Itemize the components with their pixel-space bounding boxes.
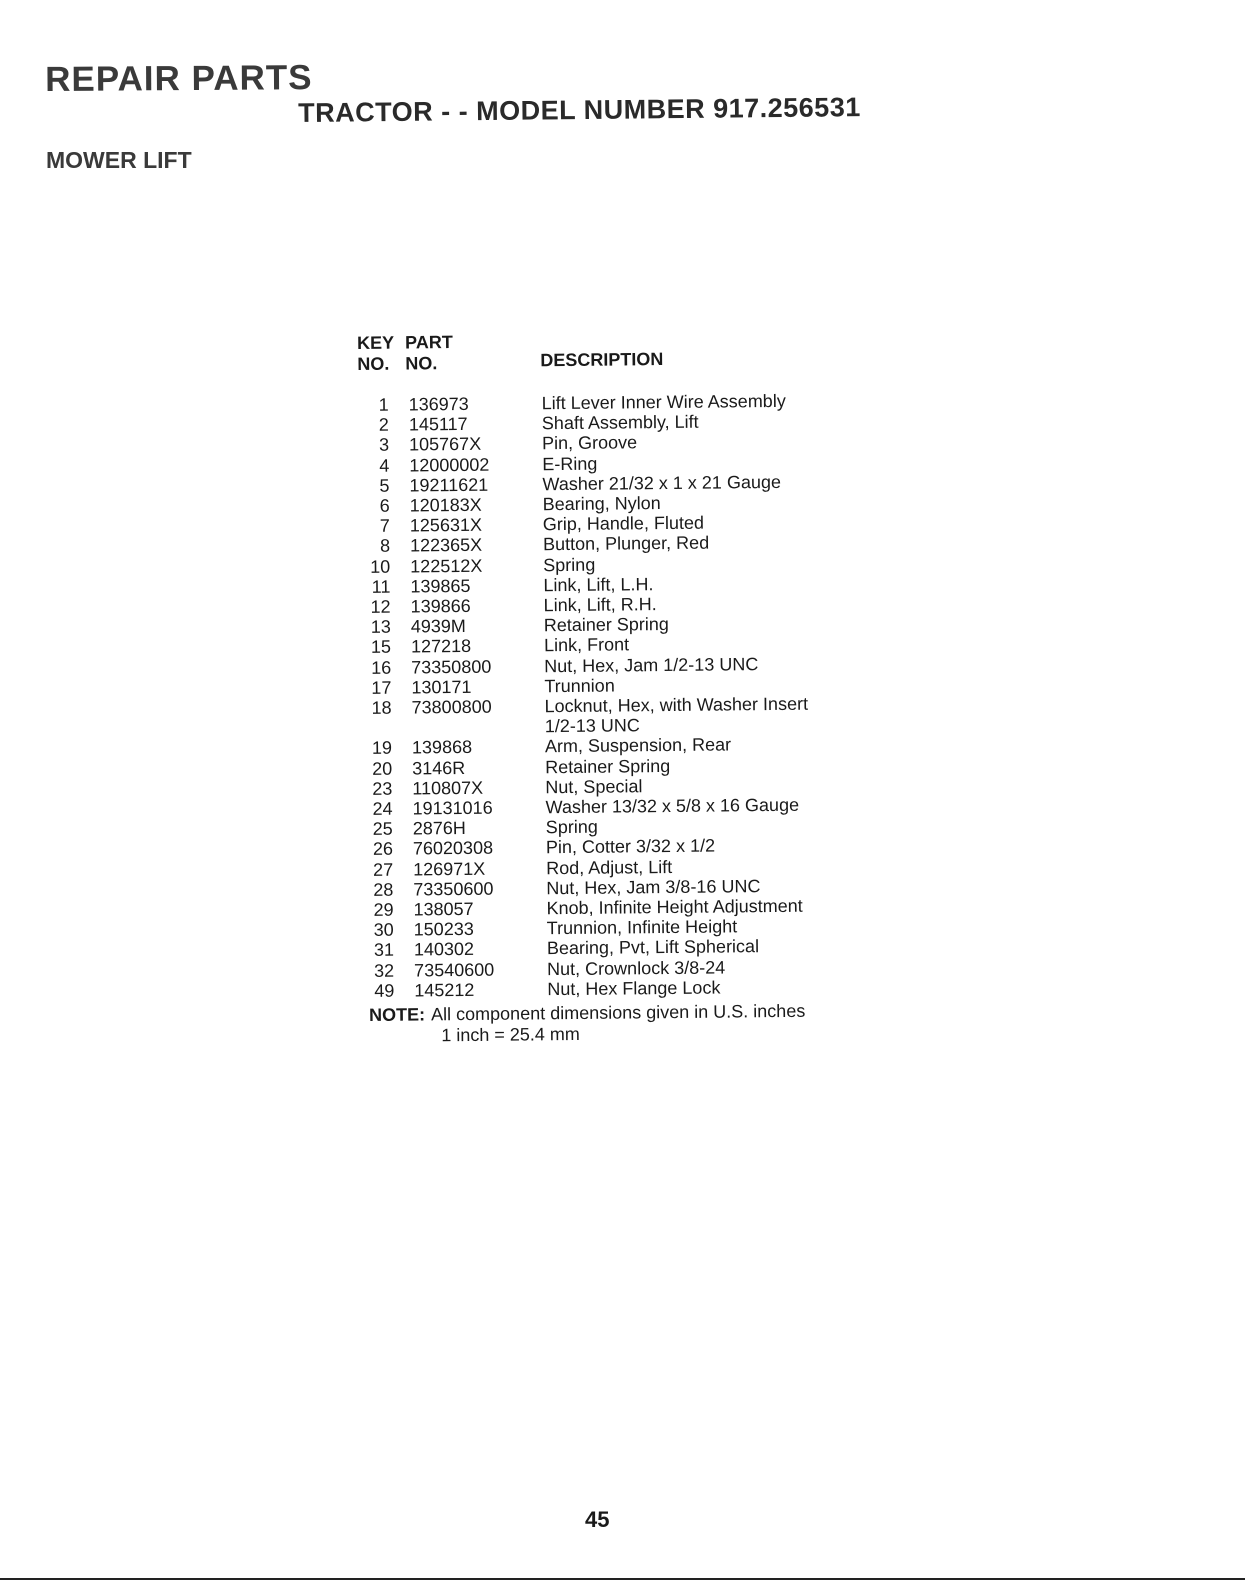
part-no-cell: 105767X	[408, 434, 482, 455]
bottom-rule	[0, 1578, 1245, 1580]
part-no-cell: 12000002	[409, 454, 490, 476]
part-no-cell: 139866	[410, 595, 471, 617]
description-cell: Pin, Cotter 3/32 x 1/2	[545, 836, 716, 858]
part-no-cell: 73350800	[411, 656, 492, 678]
description-cell: Retainer Spring	[545, 755, 671, 777]
part-no-cell: 127218	[410, 636, 472, 657]
description-cell: Trunnion, Infinite Height	[546, 916, 738, 939]
key-no-cell: 15	[370, 637, 392, 658]
section-heading: MOWER LIFT	[46, 147, 192, 173]
part-no-cell: 19211621	[409, 474, 489, 496]
page-title: REPAIR PARTS	[45, 58, 313, 99]
key-no-cell: 3	[378, 435, 390, 456]
key-no-cell: 32	[373, 960, 395, 981]
part-no-cell: 145212	[414, 979, 475, 1001]
part-no-cell: 136973	[408, 393, 469, 415]
key-no-cell: 13	[370, 616, 391, 638]
key-no-cell: 6	[379, 495, 390, 516]
key-no-cell: 27	[373, 859, 394, 880]
description-cell: Lift Lever Inner Wire Assembly	[541, 390, 786, 414]
part-no-cell: 2876H	[412, 818, 466, 839]
note-line2: 1 inch = 25.4 mm	[441, 1023, 580, 1046]
part-no-cell: 125631X	[409, 515, 483, 536]
description-cell: Nut, Hex, Jam 1/2-13 UNC	[544, 653, 759, 676]
description-cell: Spring	[543, 554, 596, 575]
description-cell: Link, Lift, L.H.	[543, 573, 654, 596]
description-cell: Nut, Special	[545, 776, 643, 798]
part-no-cell: 126971X	[413, 858, 486, 880]
part-no-cell: 3146R	[412, 757, 466, 779]
description-cell: Link, Front	[543, 634, 630, 656]
key-no-cell: 24	[372, 798, 393, 819]
parts-table-body	[356, 390, 882, 1001]
description-cell: Nut, Crownlock 3/8-24	[547, 957, 726, 979]
key-no-cell: 10	[370, 556, 391, 577]
part-no-cell: 150233	[413, 919, 474, 940]
key-no-cell: 28	[373, 879, 394, 900]
description-cell: Trunnion	[544, 675, 615, 697]
part-header-line1: PART	[404, 332, 453, 353]
key-no-cell: 2	[378, 414, 389, 435]
part-no-cell: 73800800	[411, 696, 492, 718]
description-cell: Locknut, Hex, with Washer Insert 1/2-13 UNC	[544, 693, 809, 737]
key-no-cell: 11	[371, 576, 391, 597]
table-row	[359, 693, 879, 738]
key-no-cell: 19	[371, 738, 393, 759]
note-line1: All component dimensions given in U.S. inches	[430, 1000, 806, 1025]
key-no-cell: 8	[379, 536, 391, 557]
key-no-cell: 23	[372, 778, 393, 799]
key-header-line2: NO.	[357, 353, 390, 374]
key-no-cell: 17	[371, 677, 392, 698]
key-no-cell: 26	[372, 839, 394, 860]
parts-table-header	[355, 328, 876, 395]
key-no-cell: 31	[373, 940, 395, 961]
part-no-cell: 120183X	[409, 494, 482, 516]
description-cell: Bearing, Pvt, Lift Spherical	[546, 936, 760, 959]
part-no-cell: 73540600	[414, 959, 495, 981]
key-no-cell: 29	[373, 899, 394, 920]
description-cell: Spring	[545, 816, 598, 838]
description-cell: Knob, Infinite Height Adjustment	[546, 895, 803, 919]
key-no-cell: 30	[373, 919, 394, 941]
key-no-header	[357, 333, 407, 375]
table-row	[361, 976, 881, 1001]
description-cell: Nut, Hex Flange Lock	[547, 977, 721, 1000]
key-no-cell: 25	[372, 818, 393, 840]
part-no-cell: 139868	[411, 737, 473, 758]
description-cell: Nut, Hex, Jam 3/8-16 UNC	[546, 876, 761, 899]
part-no-cell: 122512X	[410, 555, 483, 577]
description-cell: Rod, Adjust, Lift	[546, 856, 673, 878]
description-cell: Grip, Handle, Fluted	[542, 512, 705, 535]
part-no-cell: 76020308	[412, 838, 494, 859]
description-cell: Shaft Assembly, Lift	[541, 411, 699, 434]
key-no-cell: 5	[379, 475, 390, 496]
parts-table	[355, 328, 881, 1001]
model-subtitle: TRACTOR - - MODEL NUMBER 917.256531	[298, 92, 861, 128]
part-no-cell: 4939M	[410, 616, 466, 637]
part-no-header	[405, 332, 485, 375]
description-cell: Pin, Groove	[541, 432, 638, 454]
key-no-cell: 4	[379, 455, 390, 476]
part-no-cell: 122365X	[409, 535, 483, 556]
part-no-cell: 19131016	[412, 797, 493, 819]
description-cell: Arm, Suspension, Rear	[544, 734, 732, 757]
dimensions-note	[369, 1001, 806, 1047]
key-no-cell: 20	[372, 758, 393, 779]
key-no-cell: 49	[374, 980, 395, 1001]
part-no-cell: 145117	[408, 414, 468, 435]
description-cell: Retainer Spring	[543, 614, 669, 636]
description-cell: Link, Lift, R.H.	[543, 594, 657, 616]
key-no-cell: 12	[370, 596, 391, 617]
part-no-cell: 73350600	[413, 878, 494, 900]
part-header-line2: NO.	[405, 353, 438, 374]
key-no-cell: 1	[378, 394, 389, 415]
key-no-cell: 7	[379, 515, 390, 536]
part-no-cell: 138057	[413, 898, 474, 920]
description-cell: E-Ring	[542, 453, 598, 474]
description-cell: Bearing, Nylon	[542, 493, 661, 515]
key-no-cell: 18	[371, 697, 392, 718]
part-no-cell: 130171	[411, 676, 472, 698]
description-cell: Washer 21/32 x 1 x 21 Gauge	[542, 471, 782, 495]
description-header: DESCRIPTION	[540, 349, 664, 371]
description-cell: Button, Plunger, Red	[542, 533, 710, 555]
description-cell: Washer 13/32 x 5/8 x 16 Gauge	[545, 794, 800, 818]
key-header-line1: KEY	[356, 332, 395, 353]
part-no-cell: 139865	[410, 575, 471, 597]
key-no-cell: 16	[371, 657, 392, 678]
part-no-cell: 110807X	[412, 777, 484, 799]
note-label: NOTE:	[369, 1004, 426, 1025]
part-no-cell: 140302	[413, 939, 475, 960]
page-number: 45	[585, 1507, 610, 1532]
